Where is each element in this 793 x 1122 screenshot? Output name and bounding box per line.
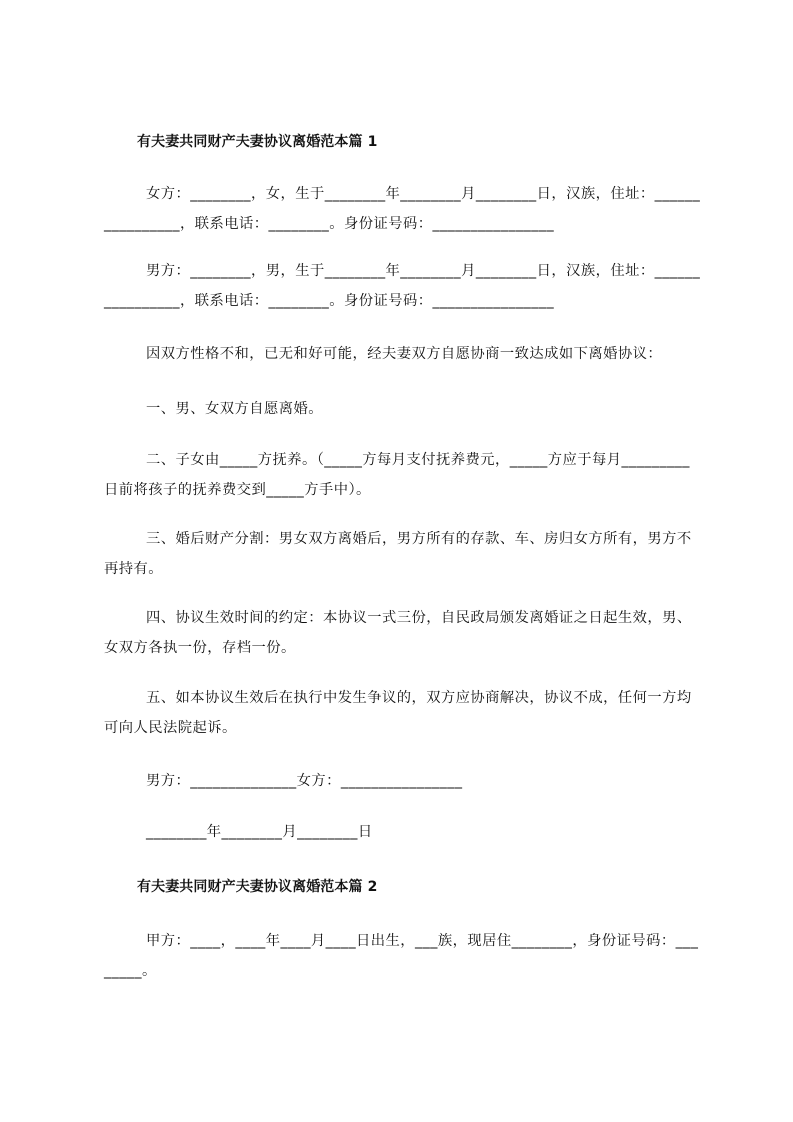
agreement-intro: 因双方性格不和，已无和好可能，经夫妻双方自愿协商一致达成如下离婚协议： <box>146 346 663 362</box>
clause-1: 一、男、女双方自愿离婚。 <box>146 401 323 417</box>
signature-line: 男方：______________女方：________________ <box>146 773 463 789</box>
section1-title: 有夫妻共同财产夫妻协议离婚范本篇 1 <box>137 134 378 150</box>
clause-5: 五、如本协议生效后在执行中发生争议的，双方应协商解决，协议不成，任何一方均可向人民法院起诉。 <box>104 690 692 736</box>
clause-4: 四、协议生效时间的约定：本协议一式三份，自民政局颁发离婚证之日起生效，男、女双方各执一份，存档一份。 <box>104 610 692 656</box>
party-a-info: 甲方：____，____年____月____日出生，___族，现居住________，身份证号码：________。 <box>104 933 699 979</box>
clause-3: 三、婚后财产分割：男女双方离婚后，男方所有的存款、车、房归女方所有，男方不再持有。 <box>104 531 692 577</box>
date-line: ________年________月________日 <box>146 824 373 840</box>
section2-title: 有夫妻共同财产夫妻协议离婚范本篇 2 <box>137 879 378 895</box>
male-party-info: 男方：________，男，生于________年________月________日，汉族，住址：________________，联系电话：________。身份证号码：________________ <box>104 263 701 309</box>
female-party-info: 女方：________，女，生于________年________月________日，汉族，住址：________________，联系电话：________。身份证号码：________________ <box>104 186 701 232</box>
clause-2: 二、子女由_____方抚养。（_____方每月支付抚养费元，_____方应于每月_________日前将孩子的抚养费交到_____方手中）。 <box>104 452 690 498</box>
